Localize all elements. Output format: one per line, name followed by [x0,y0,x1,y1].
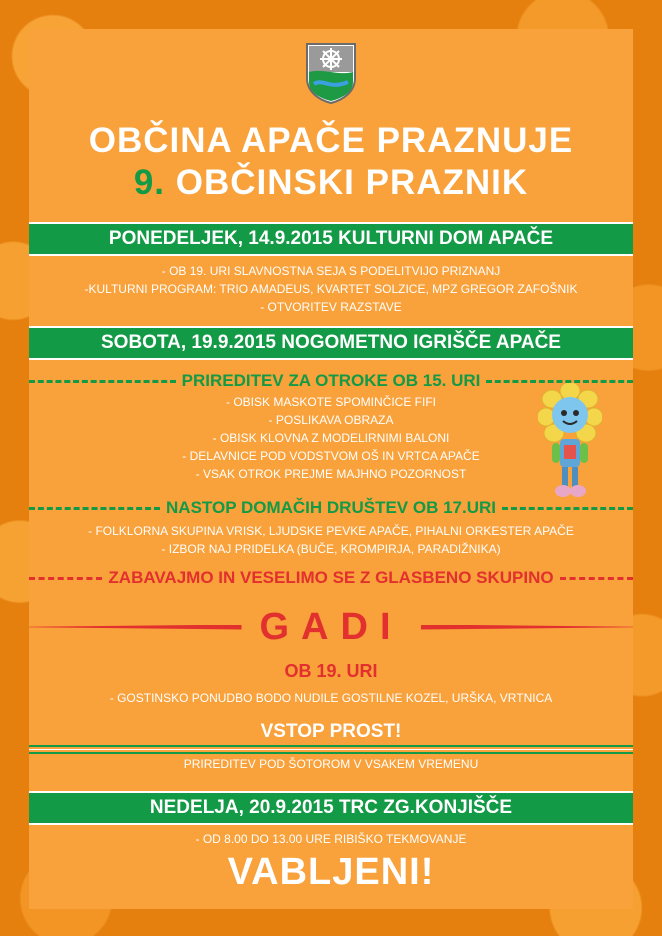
dashed-line [29,507,160,510]
clubs-heading [29,496,633,520]
kids-item: - POSLIKAVA OBRAZA [268,413,394,427]
monday-bar: PONEDELJEK, 14.9.2015 KULTURNI DOM APAČE [29,222,633,256]
dashed-line [502,507,633,510]
monday-item: -KULTURNI PROGRAM: TRIO AMADEUS, KVARTET SOLZICE, MPZ GREGOR ZAFOŠNIK [84,282,578,296]
sunday-item: - OD 8.00 DO 13.00 URE RIBIŠKO TEKMOVANJE [195,832,467,846]
kids-item: - OBISK KLOVNA Z MODELIRNIMI BALONI [212,431,450,445]
dashed-line [29,380,176,383]
saturday-bar: SOBOTA, 19.9.2015 NOGOMETNO IGRIŠČE APAČE [29,326,633,360]
title-line-1: OBČINA APAČE PRAZNUJE [88,121,574,160]
kids-item: - VSAK OTROK PREJME MAJHNO POZORNOST [195,467,467,481]
band-name: GADI [259,605,403,648]
music-heading-text: ZABAVAJMO IN VESELIMO SE Z GLASBENO SKUPINO [108,568,554,587]
title-line-2 [29,163,633,203]
clubs-item: - FOLKLORNA SKUPINA VRISK, LJUDSKE PEVKE APAČE, PIHALNI ORKESTER APAČE [88,524,574,538]
event-poster [29,29,633,909]
sunday-bar: NEDELJA, 20.9.2015 TRC ZG.KONJIŠČE [29,791,633,825]
decorative-line [421,625,634,630]
music-heading [29,566,633,590]
clubs-item: - IZBOR NAJ PRIDELKA (BUČE, KROMPIRJA, PARADIŽNIKA) [161,542,501,556]
holiday-name: OBČINSKI PRAZNIK [175,163,529,202]
divider-line [29,745,633,754]
band-name-row [29,602,633,652]
kids-heading-text: PRIREDITEV ZA OTROKE OB 15. URI [181,371,481,390]
dashed-line [29,577,102,580]
tent-note: PRIREDITEV POD ŠOTOROM V VSAKEM VREMENU [183,757,479,771]
kids-item: - OBISK MASKOTE SPOMINČICE FIFI [225,395,437,409]
flower-mascot-icon [538,383,602,501]
closing-invitation: VABLJENI! [227,851,435,893]
band-time: OB 19. URI [284,661,378,681]
monday-item: - OB 19. URI SLAVNOSTNA SEJA S PODELITVIJO PRIZNANJ [161,264,501,278]
entry-free: VSTOP PROST! [260,721,402,742]
dashed-line [560,577,633,580]
decorative-line [29,625,242,630]
kids-item: - DELAVNICE POD VODSTVOM OŠ IN VRTCA APAČE [182,449,480,463]
monday-item: - OTVORITEV RAZSTAVE [260,300,402,314]
holiday-number: 9. [133,163,166,202]
clubs-heading-text: NASTOP DOMAČIH DRUŠTEV OB 17.URI [166,498,496,517]
coat-of-arms-icon [305,42,357,104]
catering-note: - GOSTINSKO PONUDBO BODO NUDILE GOSTILNE KOZEL, URŠKA, VRTNICA [109,691,553,705]
